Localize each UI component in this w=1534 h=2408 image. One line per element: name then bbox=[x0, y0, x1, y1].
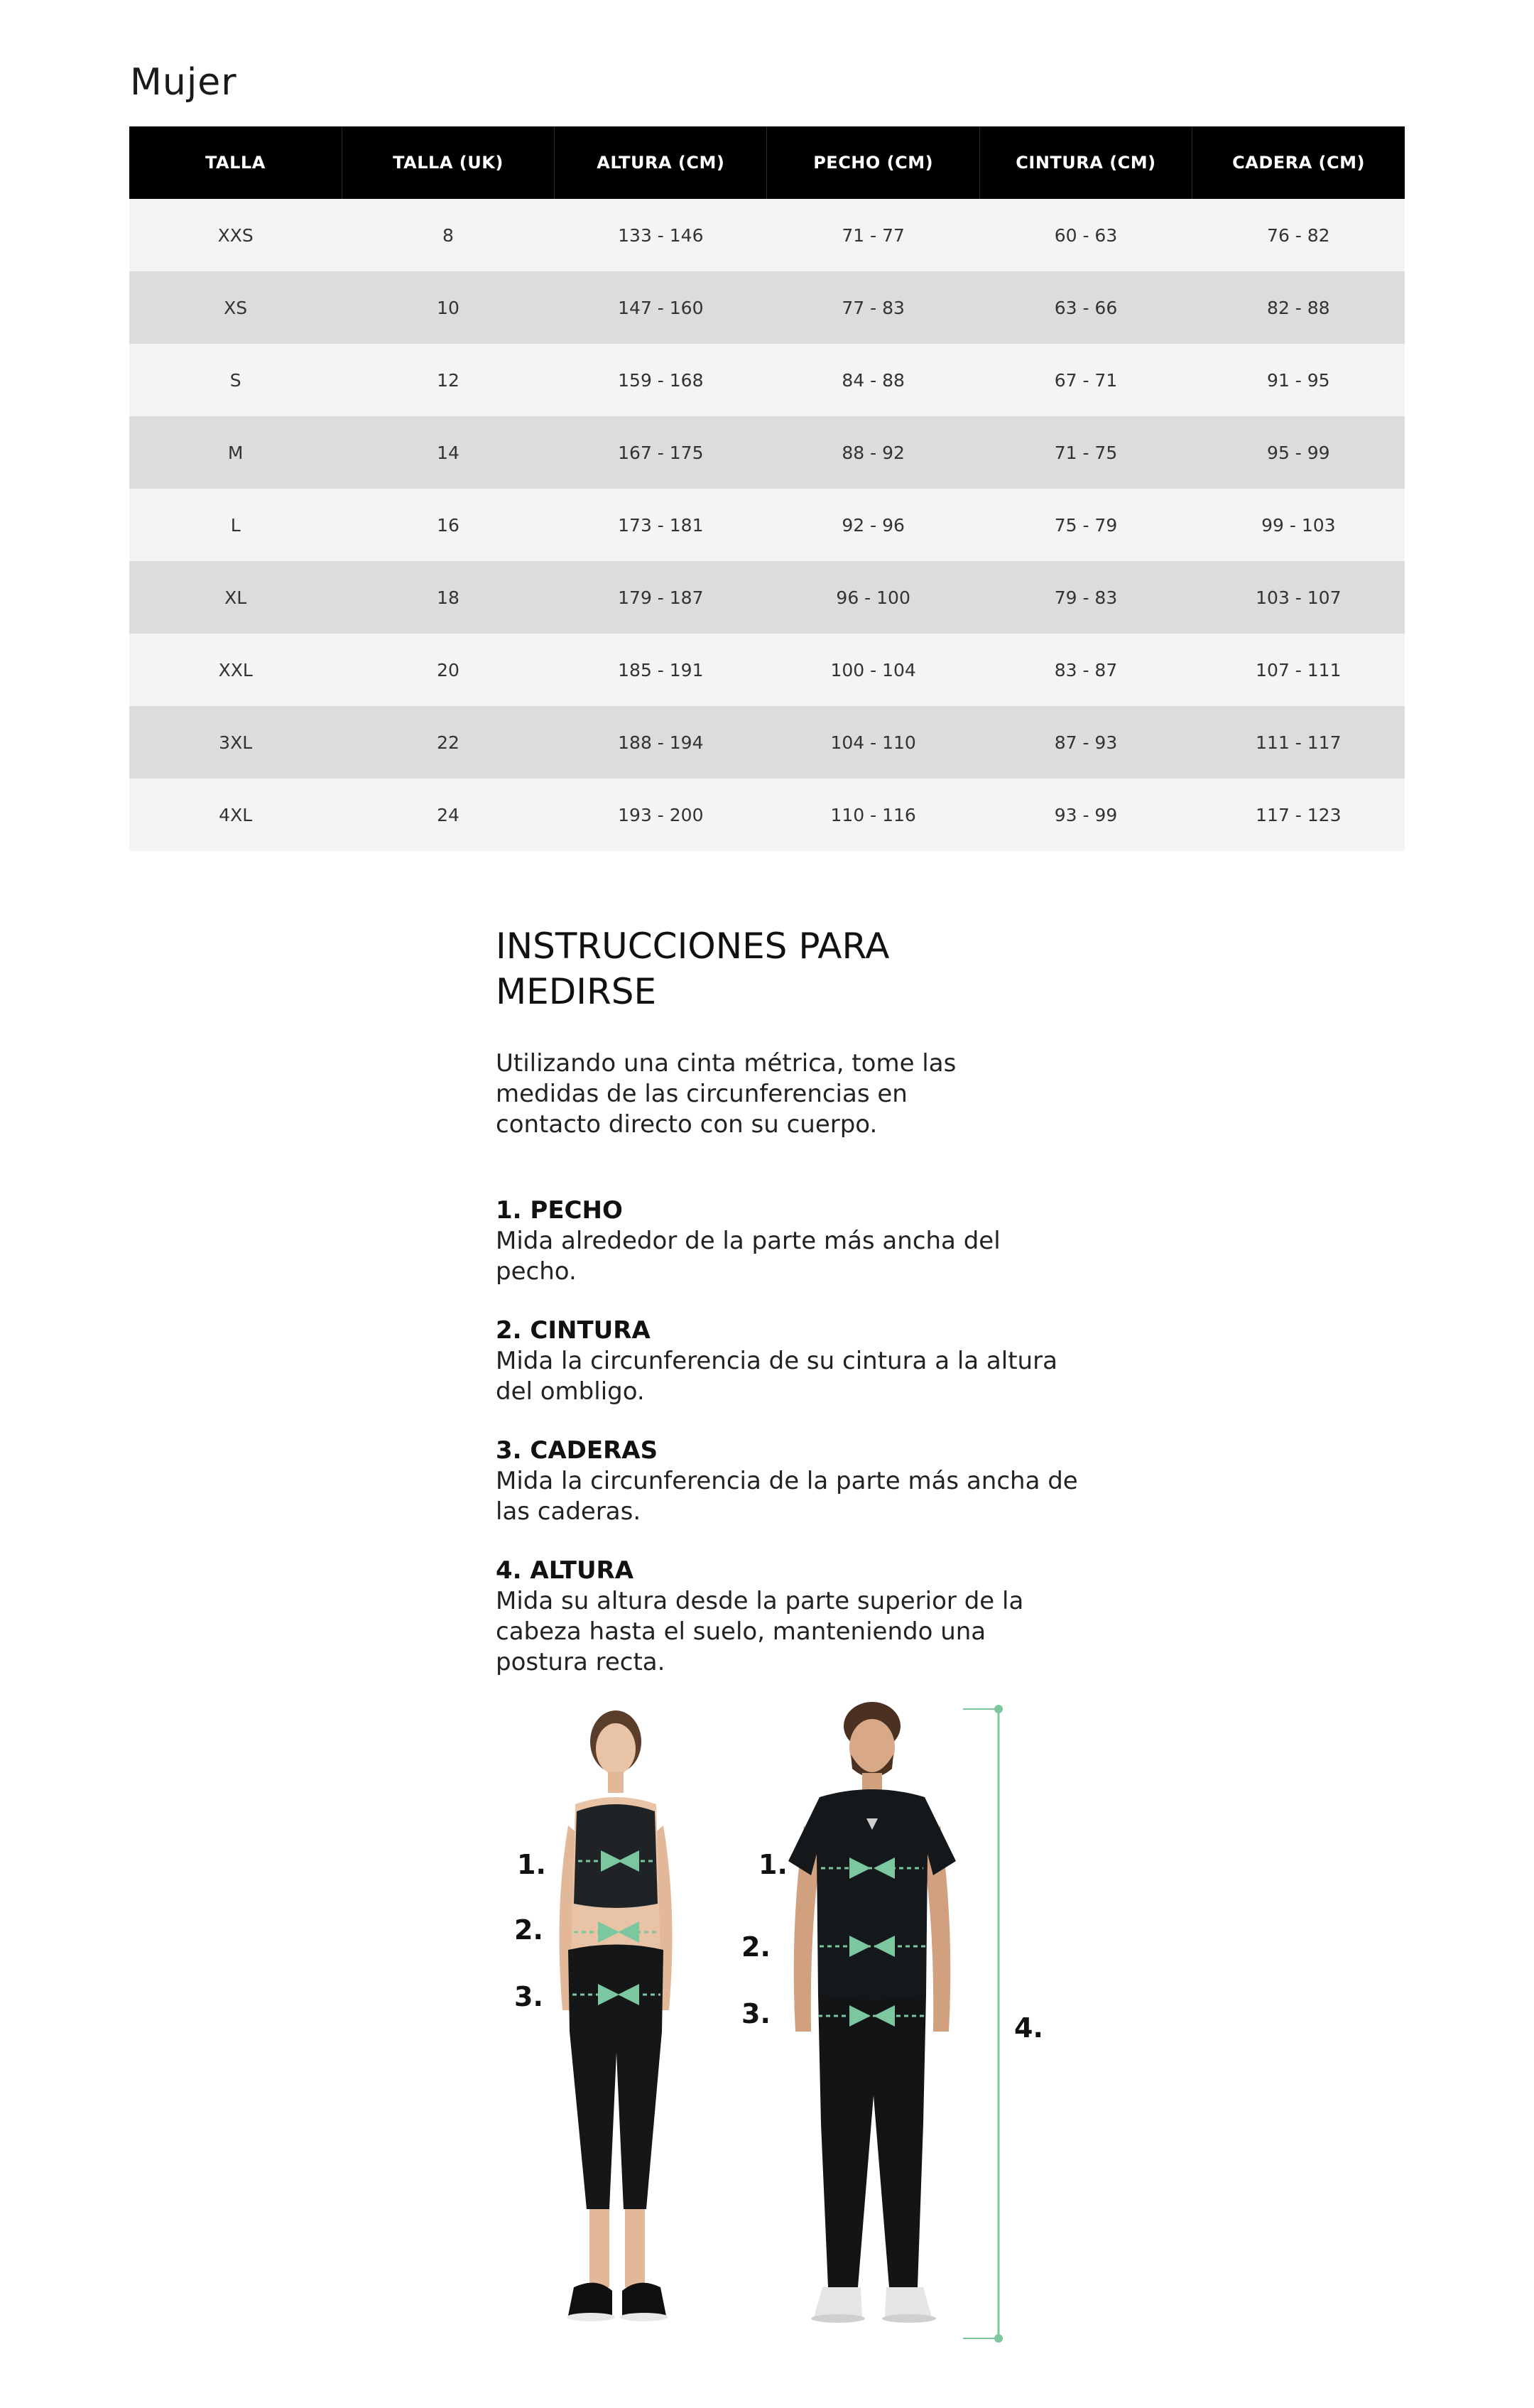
woman-label-3: 3. bbox=[514, 1981, 543, 2012]
cell-talla-uk: 22 bbox=[342, 706, 554, 779]
step-text: Mida su altura desde la parte superior de la cabeza hasta el suelo, manteniendo una postura recta. bbox=[496, 1587, 1024, 1676]
cell-talla: XS bbox=[129, 271, 342, 344]
step-text: Mida la circunferencia de la parte más ancha de las caderas. bbox=[496, 1467, 1078, 1526]
cell-altura: 173 - 181 bbox=[555, 489, 767, 561]
man-label-2: 2. bbox=[741, 1931, 771, 1963]
cell-talla: XXL bbox=[129, 634, 342, 706]
cell-pecho: 100 - 104 bbox=[767, 634, 979, 706]
header-cintura: CINTURA (CM) bbox=[979, 126, 1192, 199]
cell-cintura: 60 - 63 bbox=[979, 199, 1192, 271]
woman-figure bbox=[514, 1710, 673, 2321]
instructions-title: INSTRUCCIONES PARA MEDIRSE bbox=[496, 926, 890, 1012]
cell-talla: L bbox=[129, 489, 342, 561]
table-row bbox=[129, 634, 1405, 706]
cell-talla-uk: 16 bbox=[342, 489, 554, 561]
header-talla: TALLA bbox=[129, 126, 342, 199]
table-row bbox=[129, 779, 1405, 851]
cell-cintura: 63 - 66 bbox=[979, 271, 1192, 344]
cell-cintura: 75 - 79 bbox=[979, 489, 1192, 561]
man-figure bbox=[741, 1702, 956, 2323]
instructions-intro: Utilizando una cinta métrica, tome las medidas de las circunferencias en contacto directo con su cuerpo. bbox=[496, 1049, 957, 1139]
cell-cintura: 67 - 71 bbox=[979, 344, 1192, 416]
step-chest bbox=[496, 1195, 1078, 1287]
cell-pecho: 104 - 110 bbox=[767, 706, 979, 779]
cell-cintura: 83 - 87 bbox=[979, 634, 1192, 706]
cell-cadera: 111 - 117 bbox=[1192, 706, 1405, 779]
man-label-3: 3. bbox=[741, 1998, 771, 2029]
cell-pecho: 110 - 116 bbox=[767, 779, 979, 851]
cell-pecho: 84 - 88 bbox=[767, 344, 979, 416]
step-hips bbox=[496, 1436, 1078, 1527]
header-talla-uk: TALLA (UK) bbox=[342, 126, 554, 199]
cell-talla-uk: 20 bbox=[342, 634, 554, 706]
measurement-illustration bbox=[497, 1698, 1051, 2351]
cell-altura: 188 - 194 bbox=[555, 706, 767, 779]
cell-altura: 147 - 160 bbox=[555, 271, 767, 344]
measurement-figure-svg bbox=[497, 1698, 1051, 2351]
cell-talla: 4XL bbox=[129, 779, 342, 851]
header-altura: ALTURA (CM) bbox=[555, 126, 767, 199]
cell-talla: 3XL bbox=[129, 706, 342, 779]
table-row bbox=[129, 199, 1405, 271]
cell-altura: 133 - 146 bbox=[555, 199, 767, 271]
header-cadera: CADERA (CM) bbox=[1192, 126, 1405, 199]
cell-cadera: 76 - 82 bbox=[1192, 199, 1405, 271]
table-row bbox=[129, 416, 1405, 489]
cell-pecho: 96 - 100 bbox=[767, 561, 979, 634]
cell-altura: 193 - 200 bbox=[555, 779, 767, 851]
step-title: 4. ALTURA bbox=[496, 1556, 634, 1585]
cell-talla-uk: 8 bbox=[342, 199, 554, 271]
step-height bbox=[496, 1556, 1078, 1678]
step-title: 1. PECHO bbox=[496, 1196, 623, 1225]
height-label: 4. bbox=[1014, 2012, 1043, 2044]
cell-cintura: 93 - 99 bbox=[979, 779, 1192, 851]
table-row bbox=[129, 271, 1405, 344]
cell-pecho: 92 - 96 bbox=[767, 489, 979, 561]
table-row bbox=[129, 344, 1405, 416]
cell-cadera: 99 - 103 bbox=[1192, 489, 1405, 561]
cell-cadera: 95 - 99 bbox=[1192, 416, 1405, 489]
man-label-1: 1. bbox=[758, 1849, 788, 1880]
size-table bbox=[129, 126, 1405, 851]
header-pecho: PECHO (CM) bbox=[767, 126, 979, 199]
cell-talla-uk: 12 bbox=[342, 344, 554, 416]
cell-talla-uk: 18 bbox=[342, 561, 554, 634]
woman-label-2: 2. bbox=[514, 1914, 543, 1946]
cell-cintura: 87 - 93 bbox=[979, 706, 1192, 779]
cell-talla: XXS bbox=[129, 199, 342, 271]
cell-cadera: 107 - 111 bbox=[1192, 634, 1405, 706]
cell-cadera: 117 - 123 bbox=[1192, 779, 1405, 851]
cell-talla-uk: 24 bbox=[342, 779, 554, 851]
height-measure bbox=[963, 1705, 1043, 2343]
cell-cintura: 71 - 75 bbox=[979, 416, 1192, 489]
cell-altura: 185 - 191 bbox=[555, 634, 767, 706]
table-header-row bbox=[129, 126, 1405, 199]
cell-cadera: 82 - 88 bbox=[1192, 271, 1405, 344]
cell-altura: 179 - 187 bbox=[555, 561, 767, 634]
woman-label-1: 1. bbox=[517, 1849, 546, 1880]
step-title: 3. CADERAS bbox=[496, 1436, 658, 1465]
measurement-instructions bbox=[496, 923, 1078, 1678]
cell-talla-uk: 14 bbox=[342, 416, 554, 489]
cell-cadera: 91 - 95 bbox=[1192, 344, 1405, 416]
step-text: Mida la circunferencia de su cintura a la altura del ombligo. bbox=[496, 1347, 1057, 1406]
cell-cadera: 103 - 107 bbox=[1192, 561, 1405, 634]
step-text: Mida alrededor de la parte más ancha del pecho. bbox=[496, 1227, 1001, 1286]
table-row bbox=[129, 561, 1405, 634]
cell-pecho: 71 - 77 bbox=[767, 199, 979, 271]
table-row bbox=[129, 489, 1405, 561]
cell-talla: M bbox=[129, 416, 342, 489]
cell-talla: S bbox=[129, 344, 342, 416]
cell-pecho: 77 - 83 bbox=[767, 271, 979, 344]
cell-cintura: 79 - 83 bbox=[979, 561, 1192, 634]
cell-altura: 167 - 175 bbox=[555, 416, 767, 489]
cell-altura: 159 - 168 bbox=[555, 344, 767, 416]
step-title: 2. CINTURA bbox=[496, 1316, 651, 1345]
section-title: Mujer bbox=[130, 61, 237, 104]
table-row bbox=[129, 706, 1405, 779]
step-waist bbox=[496, 1316, 1078, 1407]
cell-talla: XL bbox=[129, 561, 342, 634]
cell-talla-uk: 10 bbox=[342, 271, 554, 344]
cell-pecho: 88 - 92 bbox=[767, 416, 979, 489]
